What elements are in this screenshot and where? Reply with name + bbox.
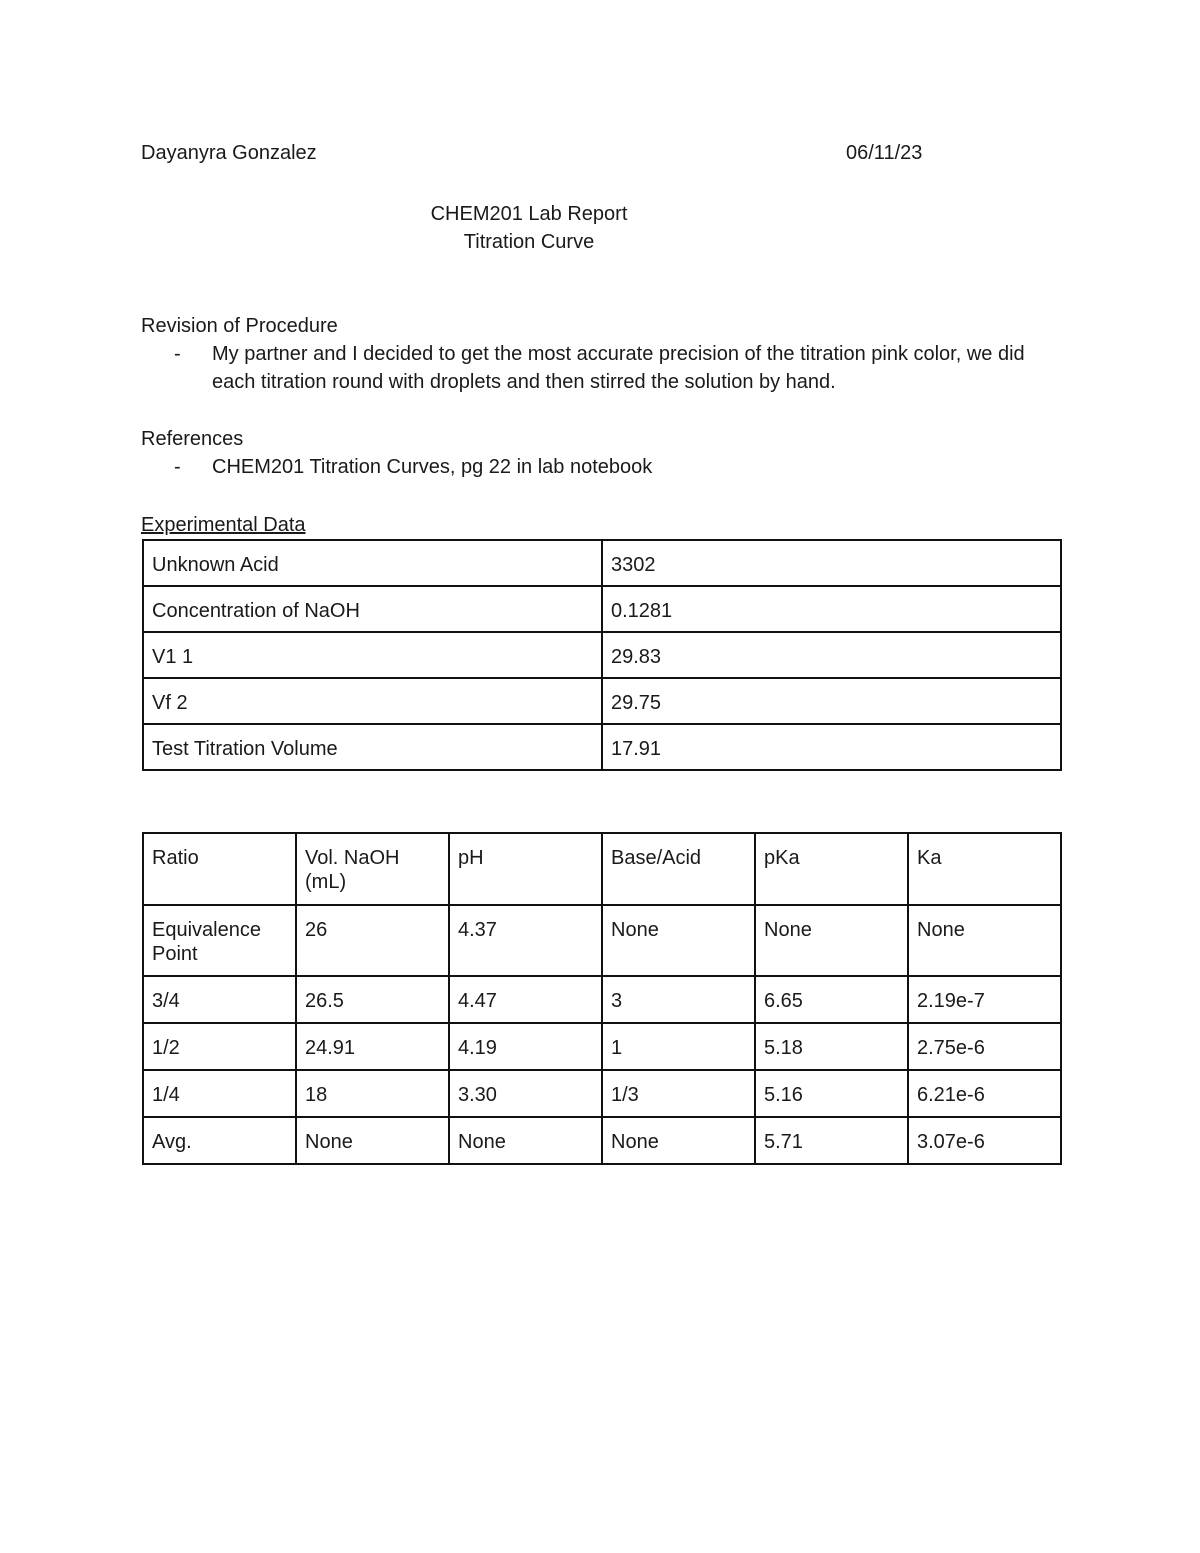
table-cell: 1/3 bbox=[602, 1070, 755, 1117]
references-section bbox=[141, 425, 1072, 481]
table-row bbox=[143, 1023, 1061, 1070]
experimental-data-table bbox=[142, 539, 1062, 771]
table-cell: None bbox=[449, 1117, 602, 1164]
references-bullet-text: CHEM201 Titration Curves, pg 22 in lab notebook bbox=[212, 456, 653, 478]
table-cell: 6.21e-6 bbox=[908, 1070, 1061, 1117]
column-header: pKa bbox=[755, 833, 908, 905]
table-cell: 18 bbox=[296, 1070, 449, 1117]
procedure-bullet bbox=[141, 340, 1072, 396]
table-cell: 4.37 bbox=[449, 905, 602, 976]
row-value: 0.1281 bbox=[602, 586, 1061, 632]
table-cell: 24.91 bbox=[296, 1023, 449, 1070]
row-value: 17.91 bbox=[602, 724, 1061, 770]
table-row bbox=[143, 586, 1061, 632]
table-cell: 3/4 bbox=[143, 976, 296, 1023]
table-cell: 2.19e-7 bbox=[908, 976, 1061, 1023]
table-cell: 3.07e-6 bbox=[908, 1117, 1061, 1164]
table-cell: 1/2 bbox=[143, 1023, 296, 1070]
table-cell: None bbox=[755, 905, 908, 976]
row-label: Test Titration Volume bbox=[143, 724, 602, 770]
column-header: Ka bbox=[908, 833, 1061, 905]
column-header: pH bbox=[449, 833, 602, 905]
table-cell: 5.71 bbox=[755, 1117, 908, 1164]
table-header-row bbox=[143, 833, 1061, 905]
column-header: Ratio bbox=[143, 833, 296, 905]
table-cell: None bbox=[296, 1117, 449, 1164]
row-label: V1 1 bbox=[143, 632, 602, 678]
column-header: Vol. NaOH (mL) bbox=[296, 833, 449, 905]
table-row bbox=[143, 905, 1061, 976]
title-line-topic: Titration Curve bbox=[463, 231, 595, 253]
references-bullet bbox=[141, 453, 1072, 481]
references-heading: References bbox=[141, 428, 244, 450]
bullet-dash: - bbox=[174, 456, 181, 478]
table-cell: 2.75e-6 bbox=[908, 1023, 1061, 1070]
table-cell: None bbox=[908, 905, 1061, 976]
ratio-data-table bbox=[142, 832, 1062, 1165]
table-cell: Equivalence Point bbox=[143, 905, 296, 976]
report-title bbox=[329, 200, 729, 256]
table-cell: 26.5 bbox=[296, 976, 449, 1023]
table-cell: 3.30 bbox=[449, 1070, 602, 1117]
report-date: 06/11/23 bbox=[846, 142, 923, 164]
table-row bbox=[143, 1117, 1061, 1164]
row-label: Vf 2 bbox=[143, 678, 602, 724]
procedure-bullet-text: My partner and I decided to get the most accurate precision of the titration pink color, we did each titration round with droplets and then stirred the solution by hand. bbox=[212, 343, 1025, 393]
column-header: Base/Acid bbox=[602, 833, 755, 905]
table-cell: Avg. bbox=[143, 1117, 296, 1164]
table-row bbox=[143, 540, 1061, 586]
author-name: Dayanyra Gonzalez bbox=[141, 142, 317, 164]
row-value: 3302 bbox=[602, 540, 1061, 586]
table-row bbox=[143, 632, 1061, 678]
experimental-heading: Experimental Data bbox=[141, 514, 306, 536]
procedure-section bbox=[141, 312, 1072, 396]
row-label: Unknown Acid bbox=[143, 540, 602, 586]
table-cell: None bbox=[602, 1117, 755, 1164]
table-cell: 4.47 bbox=[449, 976, 602, 1023]
table-cell: 6.65 bbox=[755, 976, 908, 1023]
table-row bbox=[143, 1070, 1061, 1117]
procedure-heading: Revision of Procedure bbox=[141, 315, 338, 337]
title-line-course: CHEM201 Lab Report bbox=[430, 203, 628, 225]
table-cell: 26 bbox=[296, 905, 449, 976]
row-label: Concentration of NaOH bbox=[143, 586, 602, 632]
row-value: 29.83 bbox=[602, 632, 1061, 678]
table-cell: 1 bbox=[602, 1023, 755, 1070]
table-cell: 4.19 bbox=[449, 1023, 602, 1070]
bullet-dash: - bbox=[174, 343, 181, 365]
table-row bbox=[143, 678, 1061, 724]
row-value: 29.75 bbox=[602, 678, 1061, 724]
table-cell: 3 bbox=[602, 976, 755, 1023]
table-cell: 5.16 bbox=[755, 1070, 908, 1117]
table-cell: None bbox=[602, 905, 755, 976]
table-cell: 1/4 bbox=[143, 1070, 296, 1117]
table-cell: 5.18 bbox=[755, 1023, 908, 1070]
table-row bbox=[143, 724, 1061, 770]
table-row bbox=[143, 976, 1061, 1023]
